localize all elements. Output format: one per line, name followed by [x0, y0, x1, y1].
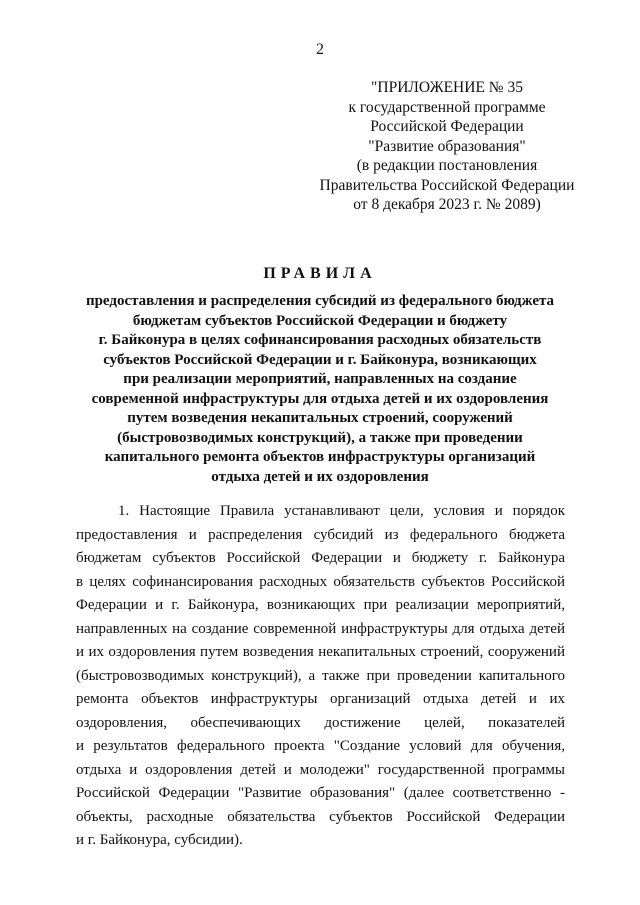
appendix-line: к государственной программе	[348, 98, 546, 116]
subtitle-line: капитального ремонта объектов инфраструктуры организаций	[104, 449, 536, 465]
paragraph-line: бюджетам субъектов Российской Федерации и бюджету г. Байконура	[76, 550, 565, 566]
subtitle-line: бюджетам субъектов Российской Федерации и бюджету	[132, 312, 508, 329]
appendix-line: "Развитие образования"	[368, 137, 526, 155]
appendix-line: "ПРИЛОЖЕНИЕ № 35	[371, 79, 523, 96]
appendix-line: от 8 декабря 2023 г. № 2089)	[353, 196, 541, 213]
subtitle-line: путем возведения некапитальных строений, сооружений	[127, 410, 513, 426]
appendix-line: (в редакции постановления	[356, 157, 538, 174]
subtitle-line: современной инфраструктуры для отдыха детей и их оздоровления	[91, 390, 549, 407]
subtitle-line: г. Байконура в целях софинансирования расходных обязательств	[98, 332, 542, 348]
document-subtitle	[70, 292, 570, 487]
paragraph-line: в целях софинансирования расходных обязательств субъектов Российской	[76, 573, 565, 590]
paragraph-line: и результатов федерального проекта "Создание условий для обучения,	[76, 738, 565, 754]
appendix-line: Правительства Российской Федерации	[319, 176, 575, 194]
paragraph-line: ремонта объектов инфраструктуры организаций отдыха детей и их	[76, 691, 565, 707]
paragraph-1	[76, 500, 565, 853]
paragraph-line: Федерации и г. Байконура, возникающих при реализации мероприятий,	[76, 597, 565, 613]
document-title: ПРАВИЛА	[263, 265, 377, 282]
paragraph-line: и г. Байконура, субсидии).	[76, 832, 243, 848]
paragraph-line: оздоровления, обеспечивающих достижение целей, показателей	[76, 714, 565, 731]
paragraph-line: объекты, расходные обязательства субъектов Российской Федерации	[76, 808, 565, 825]
paragraph-line: (быстровозводимых конструкций), а также при проведении капитального	[76, 667, 565, 684]
subtitle-line: при реализации мероприятий, направленных на создание	[123, 371, 517, 387]
page-number: 2	[316, 41, 324, 58]
appendix-header	[292, 78, 602, 215]
appendix-line: Российской Федерации	[370, 118, 524, 135]
paragraph-line: Российской Федерации "Развитие образования" (далее соответственно -	[76, 785, 565, 801]
paragraph-line: и их оздоровления путем возведения некапитальных строений, сооружений	[76, 644, 565, 660]
subtitle-line: отдыха детей и их оздоровления	[211, 468, 429, 485]
paragraph-line: 1. Настоящие Правила устанавливают цели, условия и порядок	[118, 503, 565, 519]
subtitle-line: (быстровозводимых конструкций), а также при проведении	[117, 429, 523, 446]
subtitle-line: предоставления и распределения субсидий из федерального бюджета	[85, 293, 555, 309]
paragraph-line: предоставления и распределения субсидий из федерального бюджета	[76, 526, 565, 543]
paragraph-line: направленных на создание современной инфраструктуры для отдыха детей	[76, 620, 565, 637]
subtitle-line: субъектов Российской Федерации и г. Байконура, возникающих	[103, 351, 537, 368]
paragraph-line: отдыха и оздоровления детей и молодежи" государственной программы	[76, 761, 565, 778]
